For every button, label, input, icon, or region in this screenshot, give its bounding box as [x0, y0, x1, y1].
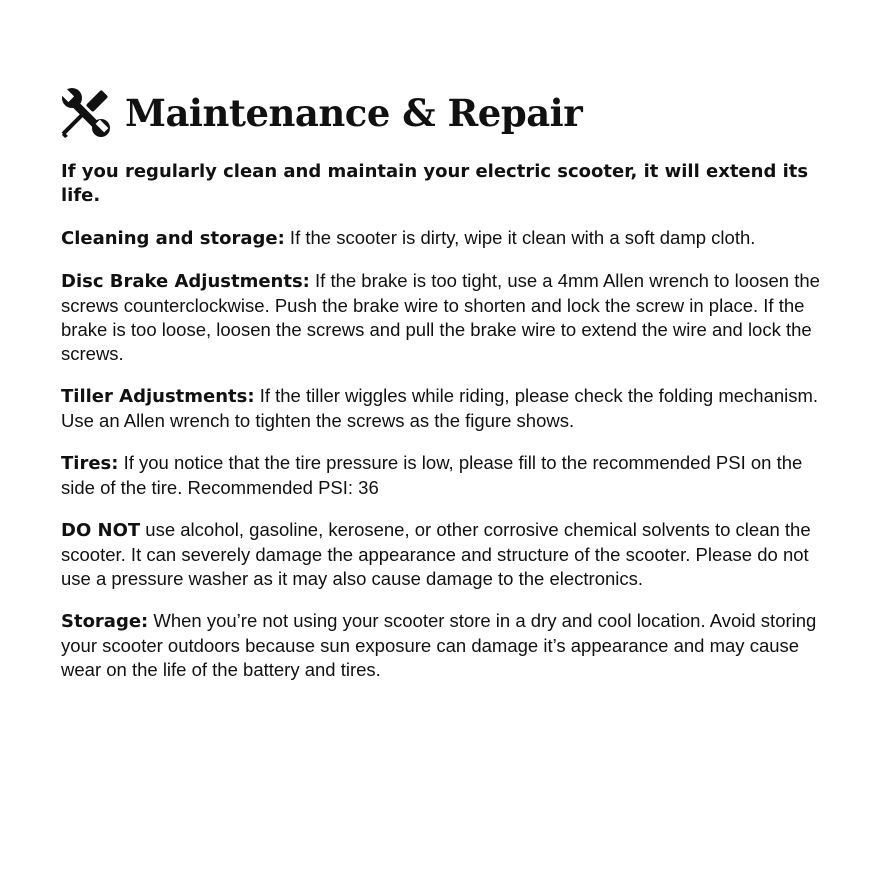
- wrench-screwdriver-icon: [61, 87, 113, 139]
- section-storage: [61, 609, 823, 682]
- section-lead: DO NOT: [61, 520, 141, 541]
- section-tires: [61, 451, 823, 500]
- section-tiller: [61, 384, 823, 433]
- section-body: If the scooter is dirty, wipe it clean with a soft damp cloth.: [284, 227, 756, 248]
- section-lead: Disc Brake Adjustments:: [61, 271, 310, 292]
- section-body: When you’re not using your scooter store in a dry and cool location. Avoid storing your scooter outdoors because sun exposure can damage it’s appearance and may cause wear on the life of the battery and tires.: [61, 610, 817, 680]
- section-body: If you notice that the tire pressure is low, please fill to the recommended PSI on the side of the tire. Recommended PSI: 36: [61, 452, 803, 498]
- section-cleaning: [61, 226, 823, 251]
- section-lead: Tires:: [61, 453, 119, 474]
- title-row: [61, 82, 823, 144]
- section-lead: Storage:: [61, 611, 149, 632]
- intro-text: If you regularly clean and maintain your electric scooter, it will extend its life.: [61, 161, 809, 206]
- section-lead: Cleaning and storage:: [61, 228, 285, 249]
- section-lead: Tiller Adjustments:: [61, 386, 255, 407]
- section-do-not: [61, 518, 823, 591]
- page-title: Maintenance & Repair: [125, 90, 583, 135]
- section-body: If the brake is too tight, use a 4mm Allen wrench to loosen the screws counterclockwise. Push the brake wire to shorten and lock the screw in place. If the brake is too loose, loosen the screws and pull the brake wire to extend the wire and lock the screws.: [61, 270, 820, 364]
- section-disc-brake: [61, 269, 823, 366]
- section-body: use alcohol, gasoline, kerosene, or other corrosive chemical solvents to clean the scooter. It can severely damage the appearance and structure of the scooter. Please do not use a pressure washer as it may also cause damage to the electronics.: [61, 519, 811, 589]
- maintenance-page: [61, 82, 823, 700]
- section-body: If the tiller wiggles while riding, please check the folding mechanism. Use an Allen wrench to tighten the screws as the figure shows.: [61, 385, 819, 431]
